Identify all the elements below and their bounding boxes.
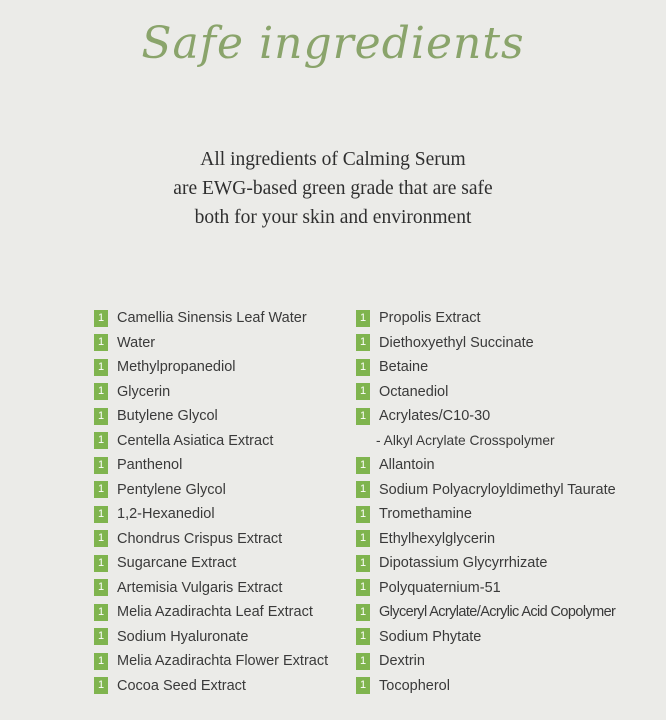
- green-grade-badge: 1: [356, 383, 370, 400]
- ingredient-item: [94, 404, 328, 429]
- ingredient-list-left: [94, 306, 328, 698]
- green-grade-badge: 1: [94, 604, 108, 621]
- ingredient-name: Artemisia Vulgaris Extract: [117, 579, 283, 596]
- ingredient-name: 1,2-Hexanediol: [117, 506, 215, 523]
- ingredient-item: [94, 502, 328, 527]
- page-title: Safe ingredients: [141, 18, 525, 69]
- ingredient-item: [356, 453, 616, 478]
- green-grade-badge: 1: [94, 359, 108, 376]
- green-grade-badge: 1: [356, 628, 370, 645]
- ingredient-item: [356, 649, 616, 674]
- green-grade-badge: 1: [94, 628, 108, 645]
- ingredient-name: Betaine: [379, 359, 429, 376]
- ingredient-name: Melia Azadirachta Leaf Extract: [117, 604, 313, 621]
- ingredient-item: [94, 478, 328, 503]
- ingredient-item: [94, 355, 328, 380]
- ingredient-item: [356, 380, 616, 405]
- green-grade-badge: 1: [356, 677, 370, 694]
- ingredient-item: [94, 527, 328, 552]
- ingredient-item: [356, 551, 616, 576]
- ingredient-name: Sodium Hyaluronate: [117, 628, 249, 645]
- ingredient-name: Octanediol: [379, 383, 449, 400]
- ingredient-name: Polyquaternium-51: [379, 579, 501, 596]
- green-grade-badge: 1: [94, 506, 108, 523]
- ingredient-item: [356, 527, 616, 552]
- green-grade-badge: 1: [94, 310, 108, 327]
- green-grade-badge: 1: [356, 506, 370, 523]
- green-grade-badge: 1: [356, 310, 370, 327]
- green-grade-badge: 1: [94, 432, 108, 449]
- ingredient-item: [356, 306, 616, 331]
- ingredient-name: Camellia Sinensis Leaf Water: [117, 310, 307, 327]
- green-grade-badge: 1: [94, 408, 108, 425]
- ingredient-name: Acrylates/C10-30: [379, 408, 491, 425]
- ingredient-name: Sodium Phytate: [379, 628, 482, 645]
- ingredient-item: [356, 600, 616, 625]
- ingredient-name: Centella Asiatica Extract: [117, 432, 274, 449]
- ingredient-item: [356, 576, 616, 601]
- headline-line: are EWG-based green grade that are safe: [173, 178, 493, 199]
- green-grade-badge: 1: [94, 677, 108, 694]
- green-grade-badge: 1: [356, 408, 370, 425]
- ingredient-name: Allantoin: [379, 457, 435, 474]
- ingredient-item: [356, 674, 616, 699]
- ingredient-name: Cocoa Seed Extract: [117, 677, 246, 694]
- ingredient-item: [356, 331, 616, 356]
- ingredient-name: Diethoxyethyl Succinate: [379, 334, 534, 351]
- green-grade-badge: 1: [356, 555, 370, 572]
- headline-line: both for your skin and environment: [194, 207, 472, 228]
- ingredient-item: [94, 453, 328, 478]
- ingredient-name: Ethylhexylglycerin: [379, 530, 496, 547]
- ingredient-item: [94, 551, 328, 576]
- green-grade-badge: 1: [94, 579, 108, 596]
- ingredient-item: [94, 649, 328, 674]
- ingredient-name: Panthenol: [117, 457, 183, 474]
- ingredient-item: [94, 674, 328, 699]
- ingredient-name: Water: [117, 334, 156, 351]
- ingredient-name: Chondrus Crispus Extract: [117, 530, 283, 547]
- ingredient-name: Tocopherol: [379, 677, 450, 694]
- green-grade-badge: 1: [356, 604, 370, 621]
- ingredient-list-right: [356, 306, 616, 698]
- green-grade-badge: 1: [356, 579, 370, 596]
- ingredient-name: Melia Azadirachta Flower Extract: [117, 653, 329, 670]
- headline-line: All ingredients of Calming Serum: [200, 149, 466, 170]
- ingredient-item: [356, 478, 616, 503]
- ingredient-name: Sodium Polyacryloyldimethyl Taurate: [379, 481, 616, 498]
- ingredient-item: [356, 625, 616, 650]
- ingredient-item: [94, 625, 328, 650]
- ingredient-name: Tromethamine: [379, 506, 472, 523]
- green-grade-badge: 1: [94, 457, 108, 474]
- ingredient-item: [94, 331, 328, 356]
- headline: [0, 145, 666, 232]
- green-grade-badge: 1: [356, 481, 370, 498]
- green-grade-badge: 1: [356, 334, 370, 351]
- ingredient-name: Glycerin: [117, 383, 171, 400]
- ingredient-name: Butylene Glycol: [117, 408, 218, 425]
- ingredient-item: [94, 576, 328, 601]
- green-grade-badge: 1: [94, 383, 108, 400]
- ingredient-name: Methylpropanediol: [117, 359, 236, 376]
- ingredient-item: [94, 380, 328, 405]
- green-grade-badge: 1: [356, 530, 370, 547]
- ingredient-name: Sugarcane Extract: [117, 555, 237, 572]
- green-grade-badge: 1: [356, 653, 370, 670]
- green-grade-badge: 1: [94, 653, 108, 670]
- ingredient-item: [356, 355, 616, 380]
- green-grade-badge: 1: [356, 457, 370, 474]
- ingredient-name: Glyceryl Acrylate/Acrylic Acid Copolymer: [379, 604, 616, 621]
- green-grade-badge: 1: [94, 555, 108, 572]
- ingredient-item: [94, 600, 328, 625]
- green-grade-badge: 1: [94, 481, 108, 498]
- ingredient-item: [356, 404, 616, 429]
- ingredient-name: Dextrin: [379, 653, 425, 670]
- ingredient-continuation: [356, 429, 616, 454]
- ingredient-item: [94, 306, 328, 331]
- green-grade-badge: 1: [356, 359, 370, 376]
- ingredient-name: Pentylene Glycol: [117, 481, 226, 498]
- ingredient-name: Dipotassium Glycyrrhizate: [379, 555, 548, 572]
- ingredient-name: Propolis Extract: [379, 310, 481, 327]
- ingredient-item: [94, 429, 328, 454]
- ingredient-item: [356, 502, 616, 527]
- green-grade-badge: 1: [94, 334, 108, 351]
- ingredient-name: - Alkyl Acrylate Crosspolymer: [376, 433, 555, 449]
- green-grade-badge: 1: [94, 530, 108, 547]
